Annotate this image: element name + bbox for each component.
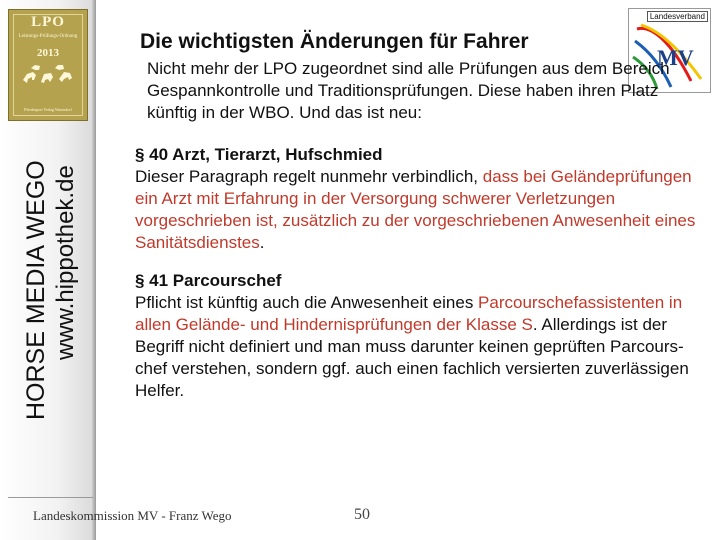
footer-credit: Landeskommission MV - Franz Wego xyxy=(33,508,232,523)
section-40-highlight: dass bei Geländeprüfungen ein Arzt mit Erfahrung in der Versorgung schwerer Verletzungen vorgeschrieben ist, zusätzlich zu der vorgeschriebenen Anwesenheit eines Sanitätsdienstes xyxy=(135,167,696,252)
section-40-text: Dieser Paragraph regelt nunmehr verbindlich, xyxy=(135,167,483,186)
slide-title: Die wichtigsten Änderungen für Fahrer xyxy=(140,30,529,53)
section-41-end: . Allerdings ist der Begriff nicht definiert und man muss darunter keinen geprüften Parcours-chef verstehen, sondern ggf. auch einen fachlich versierten zuverlässigen Helfer. xyxy=(135,315,689,400)
hippothek-url-label: www.hippothek.de xyxy=(52,165,79,360)
sidebar-divider xyxy=(92,0,96,540)
horse-silhouettes-icon xyxy=(19,62,79,88)
book-subtitle: Leistungs-Prüfungs-Ordnung xyxy=(18,34,78,39)
book-title: LPO xyxy=(31,14,65,30)
section-41-heading: § 41 Parcourschef xyxy=(135,271,282,290)
section-40 xyxy=(135,144,710,254)
lpo-book-cover-image xyxy=(8,9,88,121)
section-40-heading: § 40 Arzt, Tierarzt, Hufschmied xyxy=(135,145,383,164)
logo-letters: MV xyxy=(657,45,694,70)
logo-banner: Landesverband xyxy=(647,11,708,22)
section-41-text: Pflicht ist künftig auch die Anwesenheit eines xyxy=(135,293,479,312)
section-41 xyxy=(135,270,710,402)
horse-media-wego-label: HORSE MEDIA WEGO xyxy=(22,160,50,420)
section-40-end: . xyxy=(259,233,265,252)
footer-divider xyxy=(8,497,93,498)
section-41-highlight: Parcourschefassistenten in allen Gelände- und Hindernisprüfungen der Klasse S xyxy=(135,293,683,334)
book-year: 2013 xyxy=(37,47,59,59)
intro-text: Nicht mehr der LPO zugeordnet sind alle Prüfungen aus dem Bereich Gespannkontrolle und Traditionsprüfungen. Diese haben ihren Platz künftig in der WBO. Und das ist neu: xyxy=(147,59,670,122)
book-publisher: Pferdesport Verlag Warendorf xyxy=(24,107,72,112)
page-number: 50 xyxy=(354,506,370,523)
